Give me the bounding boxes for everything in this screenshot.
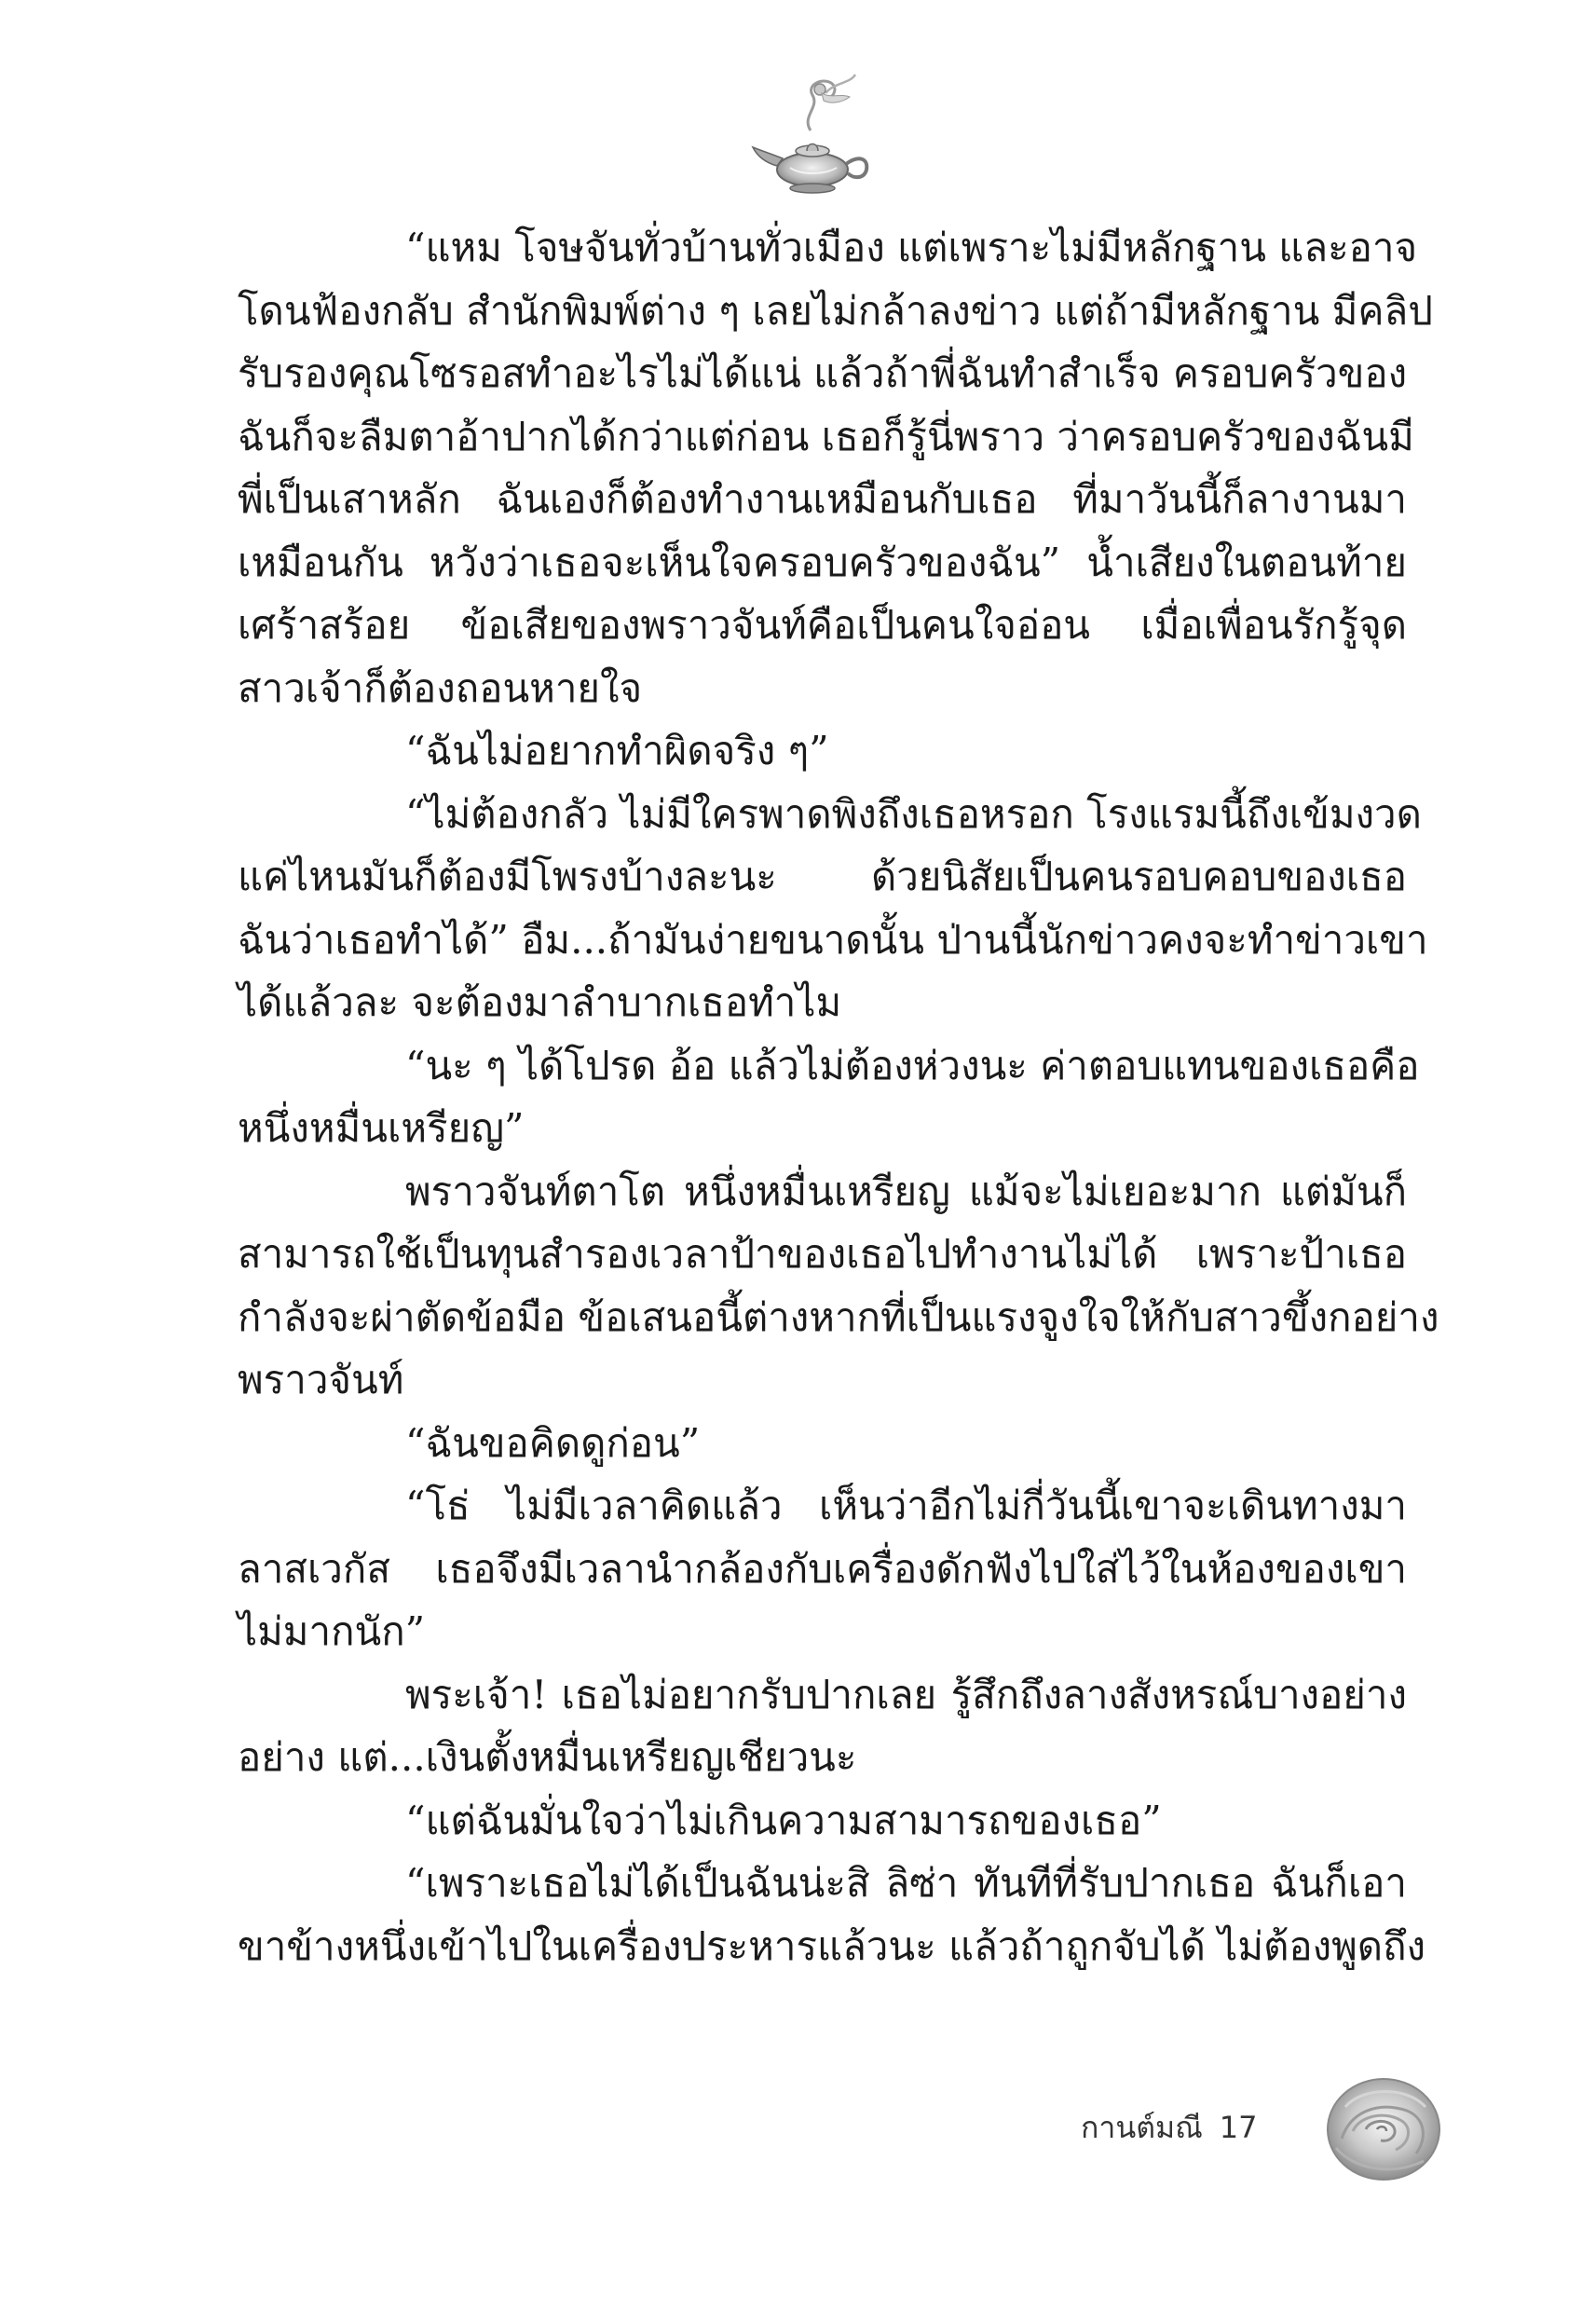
paragraph bbox=[238, 1412, 1407, 1475]
book-title: กานต์มณี bbox=[1081, 2110, 1203, 2145]
page-number: 17 bbox=[1219, 2110, 1258, 2145]
text-line: ฉันว่าเธอทำได้” อืม...ถ้ามันง่ายขนาดนั้น ป่านนี้นักข่าวคงจะทำข่าวเขา bbox=[238, 916, 1428, 963]
paragraph bbox=[238, 216, 1433, 719]
text-line: ลาสเวกัส เธอจึงมีเวลานำกล้องกับเครื่องดักฟังไปใส่ไว้ในห้องของเขา bbox=[238, 1545, 1407, 1592]
text-line: เหมือนกัน หวังว่าเธอจะเห็นใจครอบครัวของฉัน” น้ำเสียงในตอนท้าย bbox=[238, 539, 1407, 585]
text-line: “ไม่ต้องกลัว ไม่มีใครพาดพิงถึงเธอหรอก โรงแรมนี้ถึงเข้มงวด bbox=[405, 790, 1422, 837]
text-line: พราวจันท์ bbox=[238, 1357, 404, 1402]
text-line: “แหม โจษจันทั่วบ้านทั่วเมือง แต่เพราะไม่มีหลักฐาน และอาจ bbox=[405, 225, 1418, 270]
text-line: แค่ไหนมันก็ต้องมีโพรงบ้างละนะ ด้วยนิสัยเป็นคนรอบคอบของเธอ bbox=[238, 854, 1407, 899]
text-line: “ฉันขอคิดดูก่อน” bbox=[405, 1419, 701, 1466]
text-line: ไม่มากนัก” bbox=[238, 1608, 426, 1654]
text-line: โดนฟ้องกลับ สำนักพิมพ์ต่าง ๆ เลยไม่กล้าลงข่าว แต่ถ้ามีหลักฐาน มีคลิป bbox=[238, 287, 1433, 334]
paragraph bbox=[238, 1852, 1426, 1977]
text-line: อย่าง แต่...เงินตั้งหมื่นเหรียญเชียวนะ bbox=[238, 1734, 857, 1780]
text-line: “โธ่ ไม่มีเวลาคิดแล้ว เห็นว่าอีกไม่กี่วันนี้เขาจะเดินทางมา bbox=[405, 1483, 1407, 1528]
text-line: “เพราะเธอไม่ได้เป็นฉันน่ะสิ ลิซ่า ทันทีที่รับปากเธอ ฉันก็เอา bbox=[405, 1860, 1407, 1906]
page-footer bbox=[1081, 2104, 1258, 2152]
text-line: เศร้าสร้อย ข้อเสียของพราวจันท์คือเป็นคนใจอ่อน เมื่อเพื่อนรักรู้จุด bbox=[238, 602, 1407, 648]
text-line: “แต่ฉันมั่นใจว่าไม่เกินความสามารถของเธอ” bbox=[405, 1797, 1162, 1843]
text-line: สามารถใช้เป็นทุนสำรองเวลาป้าของเธอไปทำงานไม่ได้ เพราะป้าเธอ bbox=[238, 1231, 1407, 1277]
text-line: ขาข้างหนึ่งเข้าไปในเครื่องประหารแล้วนะ แล้วถ้าถูกจับได้ ไม่ต้องพูดถึง bbox=[238, 1922, 1426, 1969]
paragraph bbox=[238, 783, 1428, 1034]
genie-lamp-icon bbox=[745, 65, 885, 205]
text-line: “ฉันไม่อยากทำผิดจริง ๆ” bbox=[405, 728, 829, 773]
text-line: สาวเจ้าก็ต้องถอนหายใจ bbox=[238, 664, 643, 711]
text-line: พี่เป็นเสาหลัก ฉันเองก็ต้องทำงานเหมือนกับเธอ ที่มาวันนี้ก็ลางานมา bbox=[238, 476, 1407, 522]
text-line: “นะ ๆ ได้โปรด อ้อ แล้วไม่ต้องห่วงนะ ค่าตอบแทนของเธอคือ bbox=[405, 1042, 1420, 1088]
paragraph bbox=[238, 1034, 1420, 1160]
body-text bbox=[238, 216, 1439, 1977]
text-line: กำลังจะผ่าตัดข้อมือ ข้อเสนอนี้ต่างหากที่เป็นแรงจูงใจให้กับสาวขึ้งกอย่าง bbox=[238, 1293, 1439, 1340]
paragraph bbox=[238, 719, 1407, 783]
paragraph bbox=[238, 1474, 1407, 1663]
paragraph bbox=[238, 1789, 1407, 1853]
text-line: พราวจันท์ตาโต หนึ่งหมื่นเหรียญ แม้จะไม่เยอะมาก แต่มันก็ bbox=[405, 1168, 1407, 1214]
text-line: ฉันก็จะลืมตาอ้าปากได้กว่าแต่ก่อน เธอก็รู้นี่พราว ว่าครอบครัวของฉันมี bbox=[238, 413, 1414, 459]
text-line: ได้แล้วละ จะต้องมาลำบากเธอทำไม bbox=[238, 979, 842, 1025]
text-line: พระเจ้า! เธอไม่อยากรับปากเลย รู้สึกถึงลางสังหรณ์บางอย่าง bbox=[405, 1671, 1407, 1717]
text-line: หนึ่งหมื่นเหรียญ” bbox=[238, 1105, 525, 1151]
rose-icon bbox=[1323, 2073, 1444, 2185]
paragraph bbox=[238, 1663, 1407, 1789]
paragraph bbox=[238, 1160, 1439, 1412]
text-line: รับรองคุณโซรอสทำอะไรไม่ได้แน่ แล้วถ้าพี่ฉันทำสำเร็จ ครอบครัวของ bbox=[238, 350, 1408, 396]
